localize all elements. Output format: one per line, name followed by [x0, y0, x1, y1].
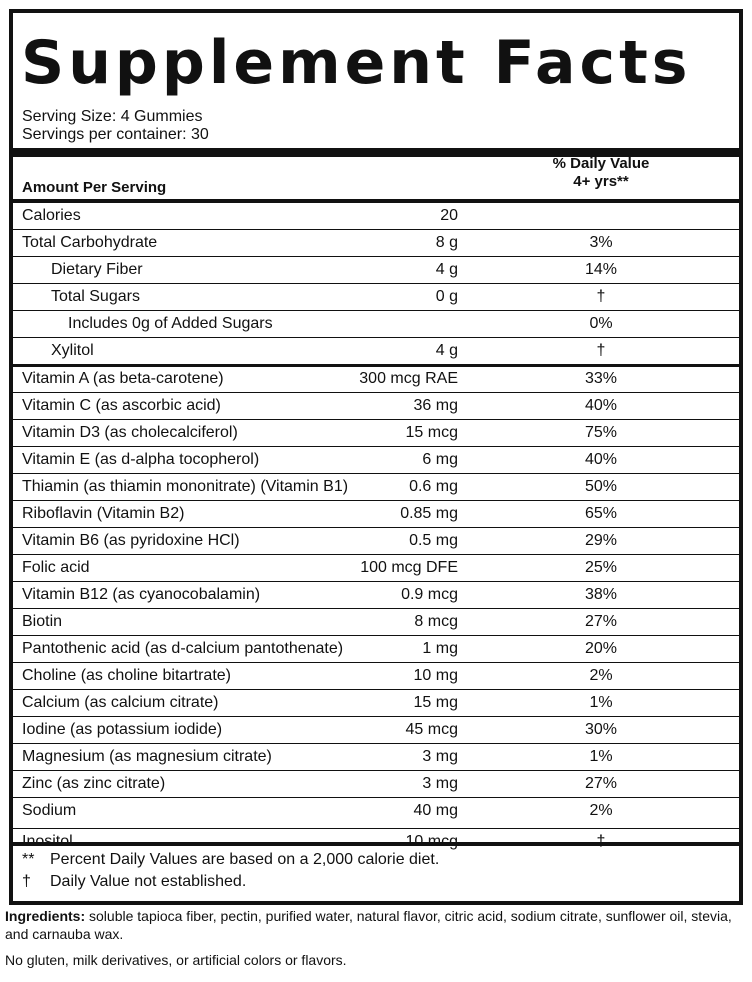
nutrient-amount: 0 g [435, 288, 458, 305]
nutrient-name: Riboflavin (Vitamin B2) [22, 505, 185, 522]
footnote-text: Percent Daily Values are based on a 2,000 calorie diet. [50, 851, 440, 868]
nutrient-daily-value: 2% [589, 667, 613, 684]
nutrient-daily-value: 40% [584, 397, 618, 414]
nutrient-amount: 10 mg [413, 667, 458, 684]
nutrient-name: Xylitol [51, 342, 94, 359]
nutrient-row [13, 717, 739, 744]
nutrient-row [13, 798, 739, 829]
nutrient-name: Vitamin E (as d-alpha tocopherol) [22, 451, 260, 468]
nutrient-row [13, 230, 739, 257]
daily-value-header-line2: 4+ yrs** [573, 173, 629, 190]
nutrient-amount: 3 mg [422, 775, 458, 792]
ingredients-statement [5, 907, 745, 943]
footnote-percent-dv [22, 850, 439, 870]
nutrient-name: Calories [22, 207, 81, 224]
footnote-mark: † [22, 873, 31, 890]
nutrient-name: Vitamin A (as beta-carotene) [22, 370, 224, 387]
nutrient-row [13, 528, 739, 555]
nutrient-daily-value: 1% [589, 694, 613, 711]
footnote-dagger [22, 872, 246, 892]
nutrient-name: Magnesium (as magnesium citrate) [22, 748, 272, 765]
nutrient-row [13, 582, 739, 609]
nutrient-amount: 6 mg [422, 451, 458, 468]
nutrient-name: Iodine (as potassium iodide) [22, 721, 223, 738]
nutrient-row [13, 690, 739, 717]
nutrient-amount: 40 mg [413, 802, 458, 819]
allergen-statement: No gluten, milk derivatives, or artificial colors or flavors. [5, 952, 347, 968]
nutrient-row [13, 203, 739, 230]
nutrient-amount: 4 g [435, 261, 458, 278]
nutrient-amount: 0.6 mg [409, 478, 458, 495]
nutrient-amount: 8 g [435, 234, 458, 251]
nutrient-amount: 20 [440, 207, 458, 224]
nutrient-row [13, 284, 739, 311]
nutrient-amount: 36 mg [413, 397, 458, 414]
nutrient-name: Vitamin B6 (as pyridoxine HCl) [22, 532, 240, 549]
nutrient-daily-value: 38% [584, 586, 618, 603]
footnote-text: Daily Value not established. [50, 873, 247, 890]
nutrient-row [13, 257, 739, 284]
nutrient-amount: 45 mcg [405, 721, 458, 738]
nutrient-amount: 100 mcg DFE [360, 559, 458, 576]
nutrient-name: Total Sugars [51, 288, 140, 305]
footnote-mark: ** [22, 851, 35, 868]
nutrient-name: Total Carbohydrate [22, 234, 158, 251]
nutrient-daily-value: 75% [584, 424, 618, 441]
nutrient-daily-value: 30% [584, 721, 618, 738]
nutrient-row [13, 420, 739, 447]
nutrient-amount: 0.9 mcg [401, 586, 458, 603]
serving-size: Serving Size: 4 Gummies [22, 108, 203, 125]
nutrient-daily-value: 0% [589, 315, 613, 332]
nutrient-row [13, 555, 739, 582]
ingredients-text: soluble tapioca fiber, pectin, purified water, natural flavor, citric acid, sodium citrate, sunflower oil, stevia, and carnauba wax. [5, 908, 732, 942]
nutrient-amount: 15 mg [413, 694, 458, 711]
servings-per-container: Servings per container: 30 [22, 126, 209, 143]
nutrient-row [13, 636, 739, 663]
nutrient-name: Biotin [22, 613, 63, 630]
nutrient-daily-value: † [596, 288, 606, 305]
nutrient-row [13, 311, 739, 338]
nutrient-daily-value: 40% [584, 451, 618, 468]
nutrient-daily-value: 2% [589, 802, 613, 819]
nutrient-daily-value: 20% [584, 640, 618, 657]
nutrient-amount: 15 mcg [405, 424, 458, 441]
nutrient-row [13, 663, 739, 690]
nutrient-row [13, 447, 739, 474]
daily-value-header-line1: % Daily Value [552, 155, 650, 172]
nutrient-daily-value: 27% [584, 775, 618, 792]
nutrient-row [13, 609, 739, 636]
nutrient-row [13, 744, 739, 771]
nutrient-row [13, 474, 739, 501]
nutrient-name: Calcium (as calcium citrate) [22, 694, 219, 711]
nutrient-row [13, 501, 739, 528]
nutrient-row [13, 393, 739, 420]
nutrient-name: Includes 0g of Added Sugars [68, 315, 273, 332]
nutrient-name: Dietary Fiber [51, 261, 143, 278]
supplement-facts-panel [9, 9, 743, 905]
nutrient-name: Vitamin C (as ascorbic acid) [22, 397, 221, 414]
amount-per-serving-header: Amount Per Serving [22, 179, 167, 196]
nutrient-amount: 1 mg [422, 640, 458, 657]
nutrient-name: Folic acid [22, 559, 90, 576]
nutrient-daily-value: 29% [584, 532, 618, 549]
nutrient-name: Choline (as choline bitartrate) [22, 667, 231, 684]
nutrient-row [13, 366, 739, 393]
nutrient-name: Thiamin (as thiamin mononitrate) (Vitamin B1) [22, 478, 349, 495]
nutrient-daily-value: 3% [589, 234, 613, 251]
nutrient-name: Pantothenic acid (as d-calcium pantothenate) [22, 640, 344, 657]
nutrient-daily-value: 1% [589, 748, 613, 765]
nutrient-amount: 8 mcg [414, 613, 458, 630]
nutrient-name: Sodium [22, 802, 77, 819]
nutrient-amount: 0.5 mg [409, 532, 458, 549]
nutrient-daily-value: † [596, 342, 606, 359]
nutrient-daily-value: 33% [584, 370, 618, 387]
nutrient-daily-value: 65% [584, 505, 618, 522]
panel-title: Supplement Facts [21, 28, 692, 98]
nutrient-daily-value: 14% [584, 261, 618, 278]
thick-divider-bottom [13, 842, 739, 846]
nutrient-amount: 300 mcg RAE [359, 370, 458, 387]
nutrient-daily-value: 25% [584, 559, 618, 576]
nutrient-amount: 4 g [435, 342, 458, 359]
nutrient-amount: 0.85 mg [400, 505, 458, 522]
nutrient-name: Vitamin D3 (as cholecalciferol) [22, 424, 238, 441]
nutrient-row [13, 338, 739, 367]
ingredients-label: Ingredients: [5, 908, 86, 924]
nutrient-daily-value: 50% [584, 478, 618, 495]
daily-value-header [508, 155, 694, 191]
nutrient-row [13, 771, 739, 798]
nutrient-daily-value: 27% [584, 613, 618, 630]
nutrient-name: Vitamin B12 (as cyanocobalamin) [22, 586, 261, 603]
nutrient-amount: 3 mg [422, 748, 458, 765]
nutrient-name: Zinc (as zinc citrate) [22, 775, 166, 792]
